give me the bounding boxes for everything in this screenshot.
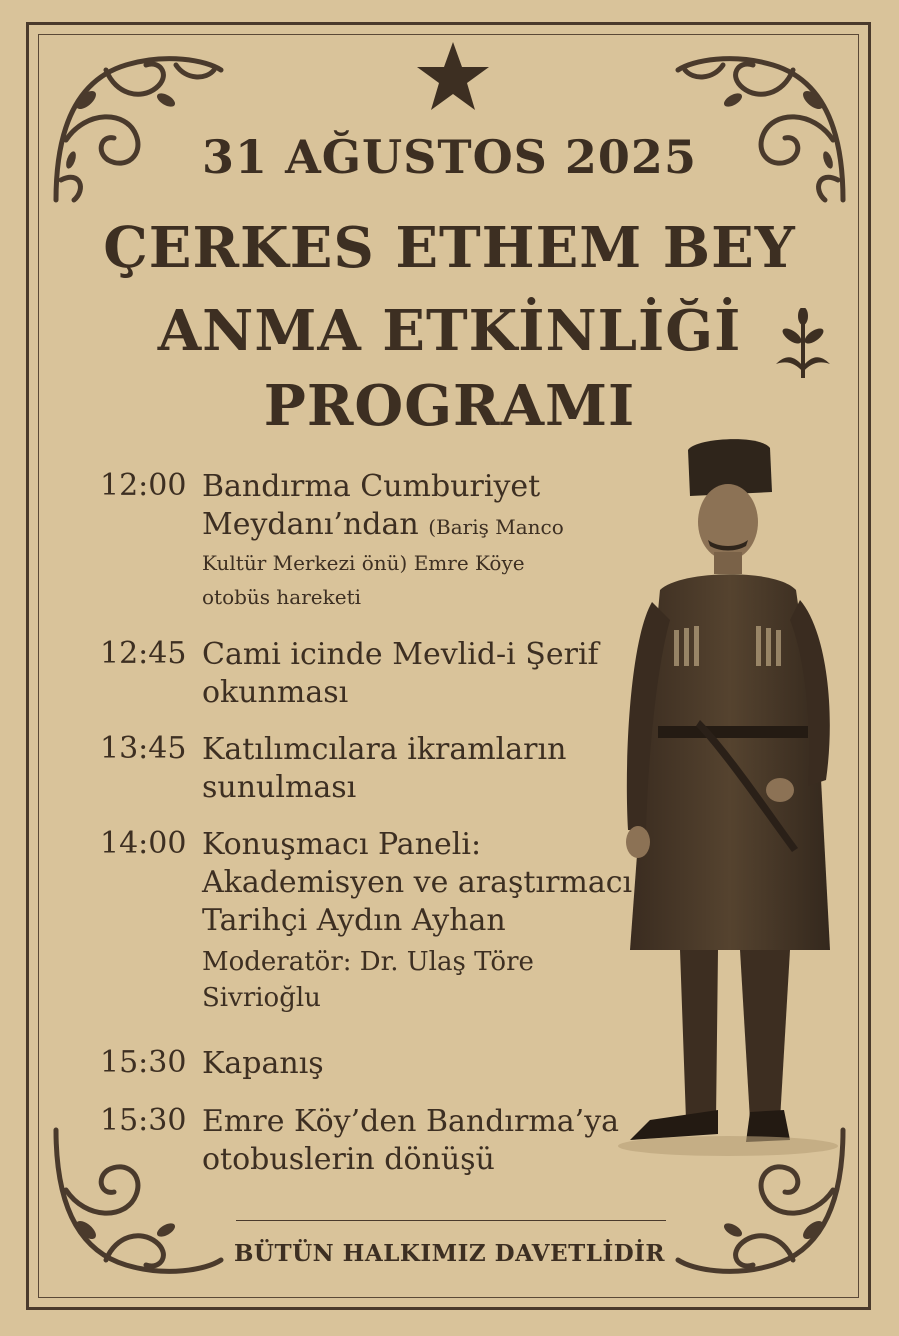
corner-flourish-icon [46, 40, 226, 210]
schedule-line: Emre Köy’den Bandırma’ya [202, 1104, 620, 1139]
schedule-time: 14:00 [100, 826, 187, 861]
schedule-time: 12:45 [100, 636, 187, 671]
schedule-line: Akademisyen ve araştırmacı [202, 865, 633, 900]
star-icon [415, 40, 491, 112]
schedule-line: sunulması [202, 770, 357, 805]
schedule-text [202, 826, 632, 1016]
schedule-line: Cami icinde Mevlid-i Şerif [202, 637, 599, 672]
schedule-text [202, 636, 599, 712]
schedule-line-note: (Bariş Manco [428, 515, 564, 539]
schedule-line-main: Meydanı’ndan [202, 507, 419, 542]
schedule-time: 15:30 [100, 1103, 187, 1138]
sprig-icon [772, 308, 834, 382]
schedule-text [202, 468, 564, 614]
portrait-illustration [600, 430, 860, 1160]
schedule-line: Bandırma Cumburiyet [202, 469, 541, 504]
schedule-line: Kultür Merkezi önü) Emre Köye [202, 551, 525, 575]
schedule-time: 12:00 [100, 468, 187, 503]
invitation-footer: BÜTÜN HALKIMIZ DAVETLİDİR [233, 1240, 666, 1267]
schedule-text [202, 1103, 619, 1179]
schedule-line: Kapanış [202, 1046, 324, 1081]
corner-flourish-icon [673, 40, 853, 210]
schedule-time: 15:30 [100, 1045, 187, 1080]
schedule-text [202, 1045, 324, 1083]
title-line-2: ANMA ETKİNLİĞİ [157, 298, 742, 364]
schedule-line: okunması [202, 675, 349, 710]
schedule-moderator: Moderatör: Dr. Ulaş Töre [202, 947, 534, 977]
event-date: 31 AĞUSTOS 2025 [202, 130, 697, 184]
footer-divider [236, 1220, 666, 1221]
schedule-line: otobuslerin dönüşü [202, 1142, 495, 1177]
title-line-3: PROGRAMI [263, 373, 636, 439]
schedule-text [202, 731, 566, 807]
schedule-line: Tarihçi Aydın Ayhan [202, 903, 506, 938]
schedule-line: otobüs hareketi [202, 585, 362, 609]
schedule-time: 13:45 [100, 731, 187, 766]
schedule-moderator: Sivrioğlu [202, 983, 321, 1013]
title-line-1: ÇERKES ETHEM BEY [103, 215, 796, 281]
schedule-line [202, 506, 564, 546]
schedule-line: Katılımcılara ikramların [202, 732, 567, 767]
schedule-line: Konuşmacı Paneli: [202, 827, 482, 862]
